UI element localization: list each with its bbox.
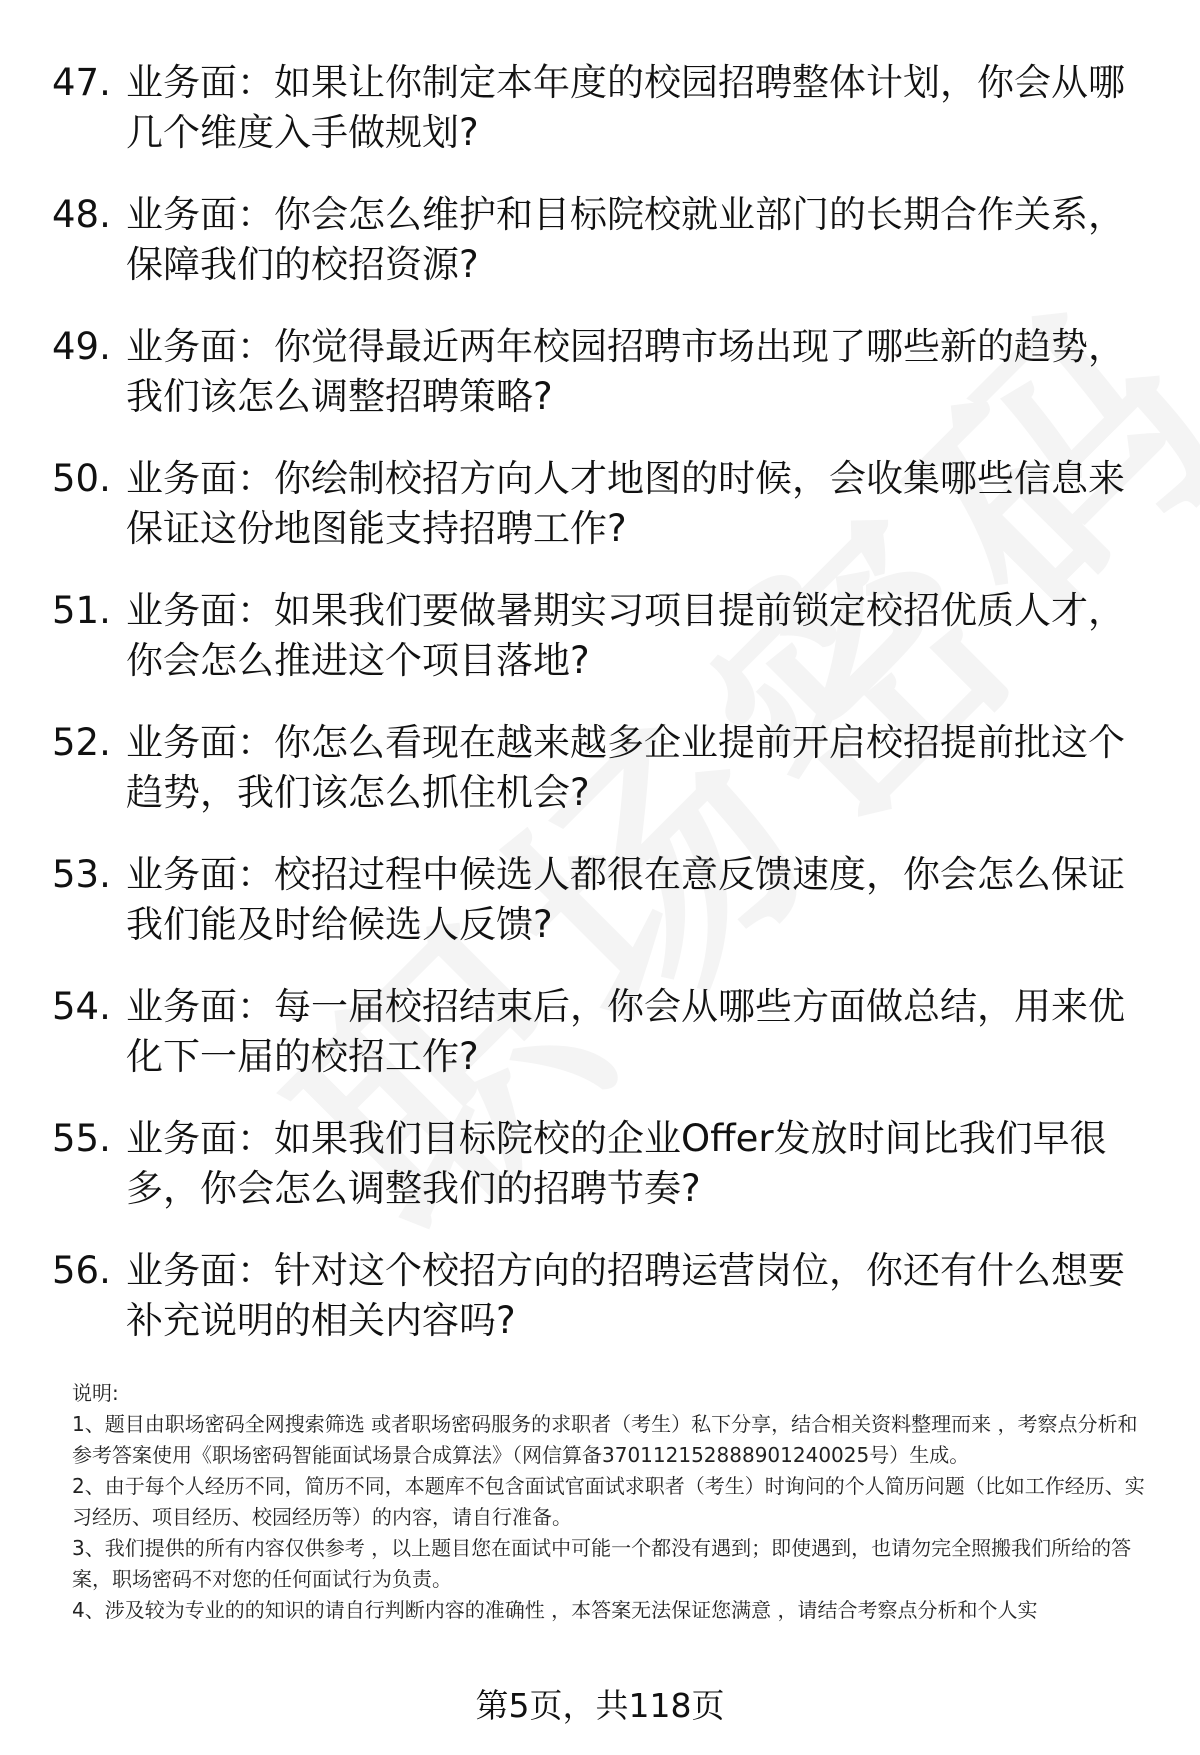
question-item	[0, 586, 1200, 718]
question-number: 47.	[52, 61, 111, 104]
question-text: 业务面：每一届校招结束后，你会从哪些方面做总结，用来优化下一届的校招工作?	[126, 985, 1125, 1078]
question-text: 业务面：针对这个校招方向的招聘运营岗位，你还有什么想要补充说明的相关内容吗?	[126, 1249, 1125, 1342]
question-text: 业务面：你觉得最近两年校园招聘市场出现了哪些新的趋势，我们该怎么调整招聘策略?	[126, 325, 1125, 418]
question-number: 53.	[52, 853, 111, 896]
question-item	[0, 982, 1200, 1114]
question-list	[0, 58, 1200, 1378]
notes-section	[72, 1378, 1152, 1626]
question-number: 52.	[52, 721, 111, 764]
question-number: 48.	[52, 193, 111, 236]
question-number: 54.	[52, 985, 111, 1028]
question-number: 55.	[52, 1117, 111, 1160]
question-text: 业务面：你会怎么维护和目标院校就业部门的长期合作关系，保障我们的校招资源?	[126, 193, 1125, 286]
question-text: 业务面：你绘制校招方向人才地图的时候，会收集哪些信息来保证这份地图能支持招聘工作?	[126, 457, 1125, 550]
question-text: 业务面：如果我们目标院校的企业Offer发放时间比我们早很多，你会怎么调整我们的招聘节奏?	[126, 1117, 1107, 1210]
notes-heading: 说明:	[72, 1381, 119, 1405]
note-item: 2、由于每个人经历不同，简历不同，本题库不包含面试官面试求职者（考生）时询问的个人简历问题（比如工作经历、实习经历、项目经历、校园经历等）的内容，请自行准备。	[72, 1474, 1145, 1529]
question-number: 49.	[52, 325, 111, 368]
question-item	[0, 718, 1200, 850]
question-item	[0, 58, 1200, 190]
question-item	[0, 1114, 1200, 1246]
question-text: 业务面：如果让你制定本年度的校园招聘整体计划，你会从哪几个维度入手做规划?	[126, 61, 1125, 154]
question-item	[0, 190, 1200, 322]
question-item	[0, 322, 1200, 454]
question-item	[0, 1246, 1200, 1378]
question-text: 业务面：如果我们要做暑期实习项目提前锁定校招优质人才，你会怎么推进这个项目落地?	[126, 589, 1125, 682]
question-item	[0, 454, 1200, 586]
page-number-footer: 第5页，共118页	[475, 1686, 725, 1725]
note-item: 4、涉及较为专业的的知识的请自行判断内容的准确性 ，本答案无法保证您满意 ，请结合考察点分析和个人实	[72, 1598, 1038, 1622]
question-text: 业务面：你怎么看现在越来越多企业提前开启校招提前批这个趋势，我们该怎么抓住机会?	[126, 721, 1125, 814]
note-item: 3、我们提供的所有内容仅供参考 ，以上题目您在面试中可能一个都没有遇到；即使遇到，也请勿完全照搬我们所给的答案，职场密码不对您的任何面试行为负责。	[72, 1536, 1132, 1591]
question-text: 业务面：校招过程中候选人都很在意反馈速度，你会怎么保证我们能及时给候选人反馈?	[126, 853, 1125, 946]
question-number: 56.	[52, 1249, 111, 1292]
note-item: 1、题目由职场密码全网搜索筛选 或者职场密码服务的求职者（考生）私下分享，结合相关资料整理而来 ，考察点分析和参考答案使用《职场密码智能面试场景合成算法》（网信算备370112152888901240025号）生成。	[72, 1412, 1138, 1467]
question-number: 50.	[52, 457, 111, 500]
question-number: 51.	[52, 589, 111, 632]
question-item	[0, 850, 1200, 982]
